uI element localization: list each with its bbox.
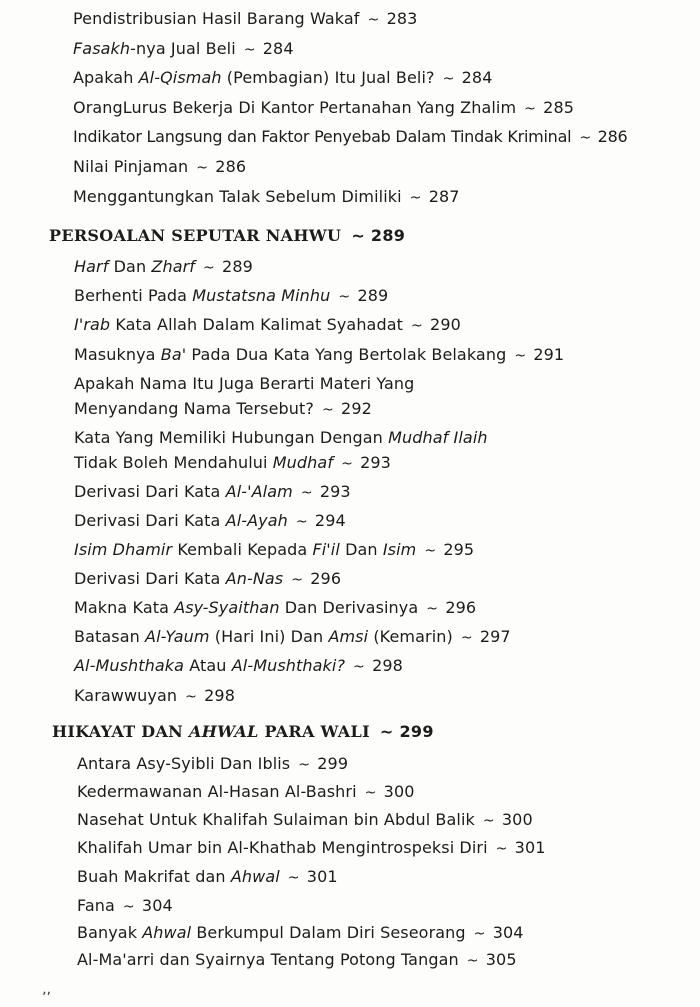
toc-entry: Derivasi Dari Kata Al-'Alam ~ 293 <box>74 482 351 501</box>
toc-entry: Apakah Al-Qismah (Pembagian) Itu Jual Beli? ~ 284 <box>73 68 493 87</box>
toc-entry: Masuknya Ba' Pada Dua Kata Yang Bertolak Belakang ~ 291 <box>74 345 565 364</box>
toc-entry: Nilai Pinjaman ~ 286 <box>73 157 247 176</box>
toc-entry: Antara Asy-Syibli Dan Iblis ~ 299 <box>77 754 349 773</box>
toc-entry: Al-Mushthaka Atau Al-Mushthaki? ~ 298 <box>74 656 403 675</box>
toc-entry: Al-Ma'arri dan Syairnya Tentang Potong Tangan ~ 305 <box>77 950 517 969</box>
toc-entry: Tidak Boleh Mendahului Mudhaf ~ 293 <box>74 453 391 472</box>
toc-entry: OrangLurus Bekerja Di Kantor Pertanahan Yang Zhalim ~ 285 <box>73 98 575 117</box>
toc-entry: Kedermawanan Al-Hasan Al-Bashri ~ 300 <box>77 782 415 801</box>
toc-entry: Menggantungkan Talak Sebelum Dimiliki ~ 287 <box>73 187 460 206</box>
toc-entry: Karawwuyan ~ 298 <box>74 686 235 705</box>
toc-entry: Fasakh-nya Jual Beli ~ 284 <box>73 39 294 58</box>
toc-entry: Fana ~ 304 <box>77 896 173 915</box>
toc-entry: Khalifah Umar bin Al-Khathab Mengintrospeksi Diri ~ 301 <box>77 838 546 857</box>
toc-entry: Pendistribusian Hasil Barang Wakaf ~ 283 <box>73 9 418 28</box>
toc-entry: Buah Makrifat dan Ahwal ~ 301 <box>77 867 338 886</box>
toc-entry: Batasan Al-Yaum (Hari Ini) Dan Amsi (Kemarin) ~ 297 <box>74 627 511 646</box>
toc-entry: Derivasi Dari Kata Al-Ayah ~ 294 <box>74 511 346 530</box>
toc-entry: Harf Dan Zharf ~ 289 <box>74 257 253 276</box>
toc-entry: Menyandang Nama Tersebut? ~ 292 <box>74 399 372 418</box>
toc-entry: Berhenti Pada Mustatsna Minhu ~ 289 <box>74 286 389 305</box>
toc-entry: Isim Dhamir Kembali Kepada Fi'il Dan Isim ~ 295 <box>74 540 475 559</box>
toc-entry: Nasehat Untuk Khalifah Sulaiman bin Abdul Balik ~ 300 <box>77 810 533 829</box>
toc-entry-line: Kata Yang Memiliki Hubungan Dengan Mudhaf Ilaih <box>74 428 488 447</box>
section-heading-nahwu: PERSOALAN SEPUTAR NAHWU ~ 289 <box>49 226 406 245</box>
toc-entry: Makna Kata Asy-Syaithan Dan Derivasinya ~ 296 <box>74 598 477 617</box>
toc-entry: Indikator Langsung dan Faktor Penyebab Dalam Tindak Kriminal ~ 286 <box>73 127 628 146</box>
toc-entry: Banyak Ahwal Berkumpul Dalam Diri Seseorang ~ 304 <box>77 923 524 942</box>
section-heading-hikayat: HIKAYAT DAN AHWAL PARA WALI ~ 299 <box>52 722 434 741</box>
toc-entry: Derivasi Dari Kata An-Nas ~ 296 <box>74 569 342 588</box>
page-corner-mark-icon: ʼʼ <box>42 990 51 1006</box>
toc-entry-line: Apakah Nama Itu Juga Berarti Materi Yang <box>74 374 415 393</box>
toc-entry: I'rab Kata Allah Dalam Kalimat Syahadat ~ 290 <box>74 315 461 334</box>
